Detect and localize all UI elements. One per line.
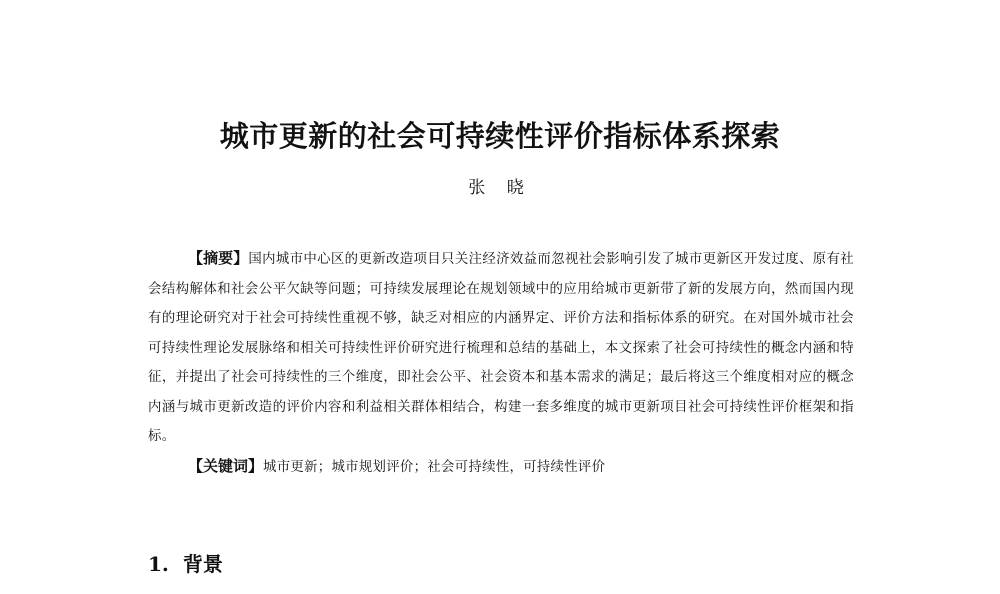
paper-title: 城市更新的社会可持续性评价指标体系探索 [219, 119, 781, 153]
author-name: 张 晓 [468, 178, 532, 198]
abstract-label: 【摘要】 [188, 249, 249, 267]
section-number: 1. [148, 552, 169, 576]
section-heading [148, 548, 223, 580]
section-title: 背景 [182, 552, 223, 576]
keywords-label: 【关键词】 [188, 457, 264, 475]
keywords-line [188, 452, 854, 483]
keywords-text: 城市更新；城市规划评价；社会可持续性，可持续性评价 [263, 460, 606, 475]
abstract-paragraph [148, 244, 854, 452]
abstract-text: 国内城市中心区的更新改造项目只关注经济效益而忽视社会影响引发了城市更新区开发过度、原有社会结构解体和社会公平欠缺等问题；可持续发展理论在规划领域中的应用给城市更新带了新的发展方向，然而国内现有的理论研究对于社会可持续性重视不够，缺乏对相应的内涵界定、评价方法和指标体系的研究。在对国外城市社会可持续性理论发展脉络和相关可持续性评价研究进行梳理和总结的基础上，本文探索了社会可持续性的概念内涵和特征，并提出了社会可持续性的三个维度，即社会公平、社会资本和基本需求的满足；最后将这三个维度相对应的概念内涵与城市更新改造的评价内容和利益相关群体相结合，构建一套多维度的城市更新项目社会可持续性评价框架和指标。 [148, 252, 854, 444]
